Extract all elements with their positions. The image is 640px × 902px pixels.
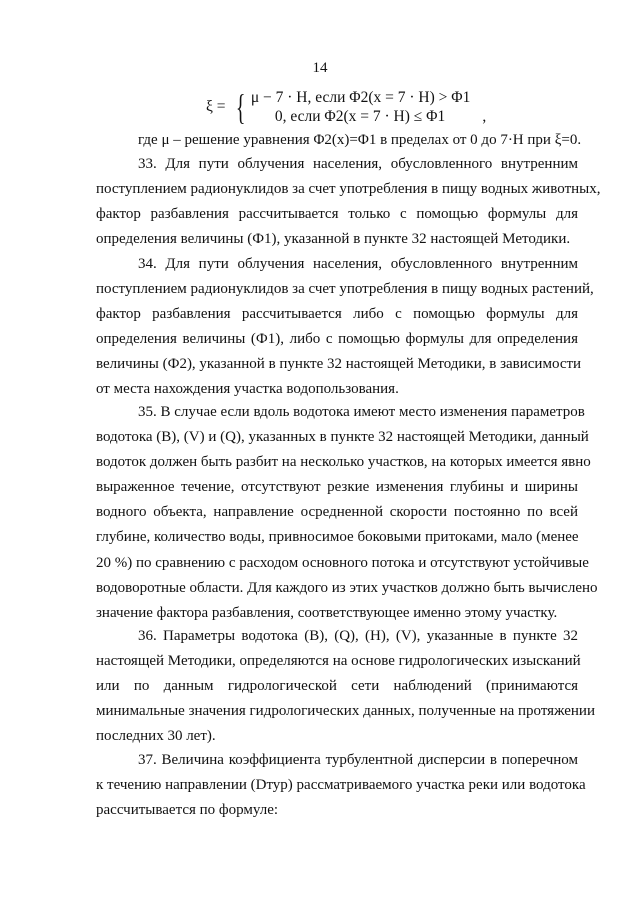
text-line: или по данным гидрологической сети наблюдений (принимаются: [96, 678, 578, 695]
text-line: водотока (B), (V) и (Q), указанных в пункте 32 настоящей Методики, данный: [96, 429, 589, 446]
text-line: поступлением радионуклидов за счет употребления в пищу водных растений,: [96, 281, 594, 298]
text-line: определения величины (Ф1), указанной в пункте 32 настоящей Методики.: [96, 231, 571, 248]
text-line: водоворотные области. Для каждого из этих участков должно быть вычислено: [96, 579, 598, 596]
text-line: к течению направлении (Dтур) рассматриваемого участка реки или водотока: [96, 777, 586, 794]
formula-lhs: ξ =: [206, 98, 226, 115]
paragraph-35: [96, 400, 598, 626]
paragraph-33: [96, 152, 601, 252]
text-line: 20 %) по сравнению с расходом основного потока и отсутствуют устойчивые: [96, 554, 589, 571]
text-line: величины (Ф2), указанной в пункте 32 настоящей Методики, в зависимости: [96, 356, 582, 373]
text-line: 33. Для пути облучения населения, обусловленного внутренним: [138, 156, 578, 172]
formula-case-2: 0, если Φ2(x = 7 · H) ≤ Φ1: [274, 108, 446, 125]
formula-definition: [138, 128, 582, 153]
formula-case-1: μ − 7 · H, если Φ2(x = 7 · H) > Φ1: [250, 89, 471, 106]
text-line: 37. Величина коэффициента турбулентной дисперсии в поперечном: [138, 752, 578, 768]
text-line: значение фактора разбавления, соответствующее именно этому участку.: [96, 604, 558, 621]
text-line: минимальные значения гидрологических данных, полученные на протяжении: [96, 703, 595, 720]
text-line: 35. В случае если вдоль водотока имеют место изменения параметров: [138, 404, 585, 420]
text-line: настоящей Методики, определяются на основе гидрологических изысканий: [96, 653, 581, 670]
paragraph-36: [96, 624, 595, 749]
text-line: фактор разбавления рассчитывается только с помощью формулы для: [96, 206, 578, 223]
text-line: фактор разбавления рассчитывается либо с помощью формулы для: [96, 306, 578, 323]
text-line: рассчитывается по формуле:: [96, 802, 279, 819]
text-line: 36. Параметры водотока (B), (Q), (H), (V), указанные в пункте 32: [138, 628, 578, 644]
formula-tail: ,: [482, 108, 487, 125]
paragraph-34: [96, 252, 594, 403]
text-line: глубине, количество воды, привносимое боковыми притоками, мало (менее: [96, 529, 579, 546]
text-line: выраженное течение, отсутствуют резкие изменения глубины и ширины: [96, 479, 578, 496]
formula-brace: {: [235, 87, 245, 127]
paragraph-37: [96, 748, 586, 823]
xi-formula: [206, 88, 486, 126]
text-line: где μ – решение уравнения Φ2(x)=Φ1 в пределах от 0 до 7·H при ξ=0.: [138, 132, 582, 148]
text-line: последних 30 лет).: [96, 728, 216, 745]
text-line: водного объекта, направление осредненной скорости постоянно по всей: [96, 504, 578, 521]
page-number: 14: [312, 60, 328, 76]
text-line: от места нахождения участка водопользования.: [96, 381, 399, 398]
text-line: водоток должен быть разбит на несколько участков, на которых имеется явно: [96, 454, 591, 471]
text-line: 34. Для пути облучения населения, обусловленного внутренним: [138, 256, 578, 272]
formula-cases: [251, 88, 471, 126]
text-line: определения величины (Ф1), либо с помощью формулы для определения: [96, 331, 578, 348]
text-line: поступлением радионуклидов за счет употребления в пищу водных животных,: [96, 181, 601, 198]
